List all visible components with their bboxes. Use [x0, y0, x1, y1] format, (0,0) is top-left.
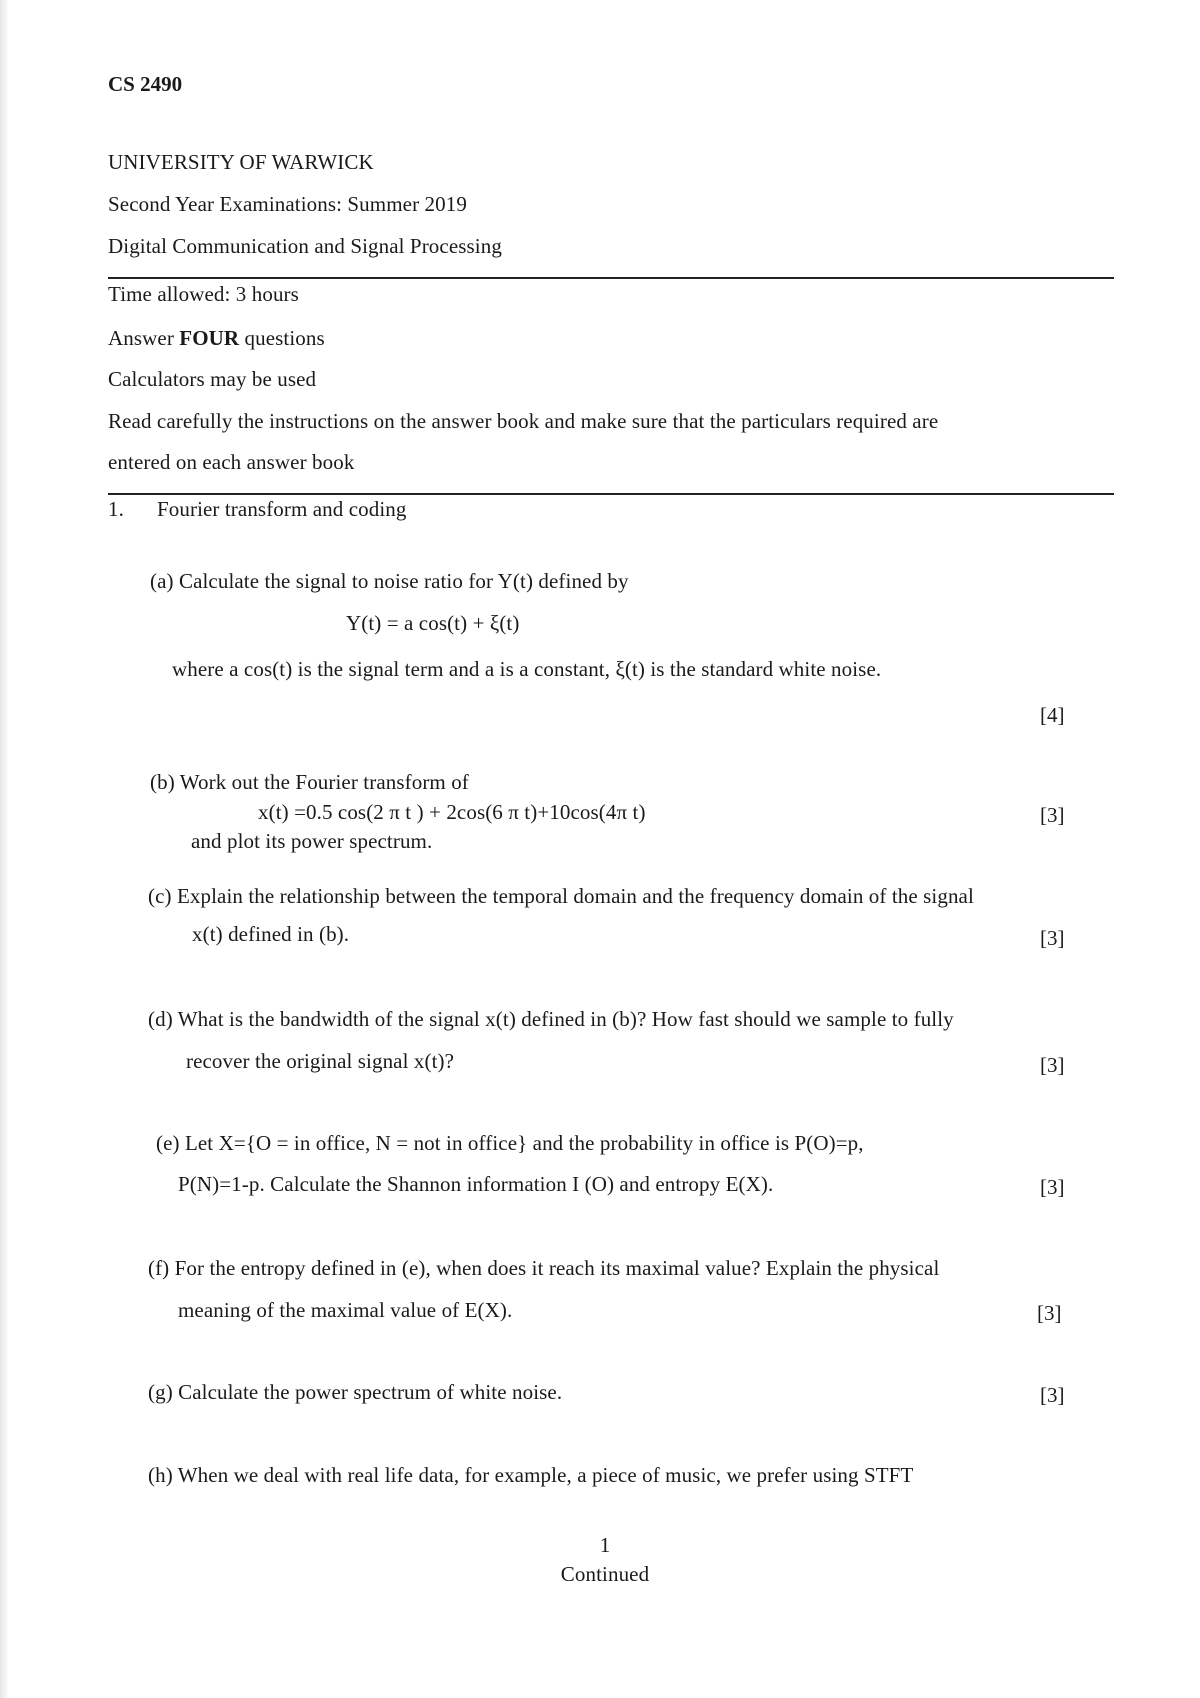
part-a-description: where a cos(t) is the signal term and a is a constant, ξ(t) is the standard white noise.	[172, 657, 882, 681]
answer-instruction	[108, 326, 325, 351]
part-b-equation: x(t) =0.5 cos(2 π t ) + 2cos(6 π t)+10cos(4π t)	[258, 800, 646, 824]
part-e-marks: [3]	[1040, 1175, 1065, 1199]
calculators-note: Calculators may be used	[108, 367, 317, 391]
read-instructions-line1: Read carefully the instructions on the answer book and make sure that the particulars required are	[108, 409, 939, 433]
part-c-marks: [3]	[1040, 926, 1065, 950]
part-f-text: (f) For the entropy defined in (e), when does it reach its maximal value? Explain the physical	[148, 1256, 940, 1280]
page-number: 1	[599, 1533, 611, 1557]
course-code: CS 2490	[108, 72, 183, 96]
read-instructions-line2: entered on each answer book	[108, 450, 355, 474]
part-g-text: (g) Calculate the power spectrum of white noise.	[148, 1380, 563, 1404]
module-title: Digital Communication and Signal Processing	[108, 234, 502, 258]
part-d-text: (d) What is the bandwidth of the signal x(t) defined in (b)? How fast should we sample to fully	[148, 1007, 954, 1031]
part-g-marks: [3]	[1040, 1383, 1065, 1407]
part-d-marks: [3]	[1040, 1053, 1065, 1077]
part-e-text: (e) Let X={O = in office, N = not in office} and the probability in office is P(O)=p,	[156, 1131, 864, 1155]
part-e-text-line2: P(N)=1-p. Calculate the Shannon information I (O) and entropy E(X).	[178, 1172, 774, 1196]
part-b-marks: [3]	[1040, 803, 1065, 827]
part-f-text-line2: meaning of the maximal value of E(X).	[178, 1298, 513, 1322]
part-c-text-line2: x(t) defined in (b).	[192, 922, 350, 946]
part-b-text: (b) Work out the Fourier transform of	[150, 770, 469, 794]
exam-session: Second Year Examinations: Summer 2019	[108, 192, 467, 216]
time-allowed: Time allowed: 3 hours	[108, 282, 299, 306]
part-a-text: (a) Calculate the signal to noise ratio for Y(t) defined by	[150, 569, 629, 593]
answer-suffix: questions	[239, 326, 325, 350]
part-a-marks: [4]	[1040, 703, 1065, 727]
part-f-marks: [3]	[1037, 1301, 1062, 1325]
question-title: Fourier transform and coding	[157, 497, 407, 521]
part-b-instruction: and plot its power spectrum.	[191, 829, 433, 853]
part-h-text: (h) When we deal with real life data, for example, a piece of music, we prefer using STFT	[148, 1463, 914, 1487]
header-divider	[108, 277, 1114, 279]
answer-count: FOUR	[179, 326, 240, 350]
part-a-equation: Y(t) = a cos(t) + ξ(t)	[346, 611, 520, 635]
university-name: UNIVERSITY OF WARWICK	[108, 150, 374, 174]
answer-prefix: Answer	[108, 326, 180, 350]
part-c-text: (c) Explain the relationship between the temporal domain and the frequency domain of the signal	[148, 884, 974, 908]
question-number: 1.	[108, 497, 124, 521]
continued-label: Continued	[560, 1562, 650, 1586]
instructions-divider	[108, 493, 1114, 495]
part-d-text-line2: recover the original signal x(t)?	[186, 1049, 455, 1073]
